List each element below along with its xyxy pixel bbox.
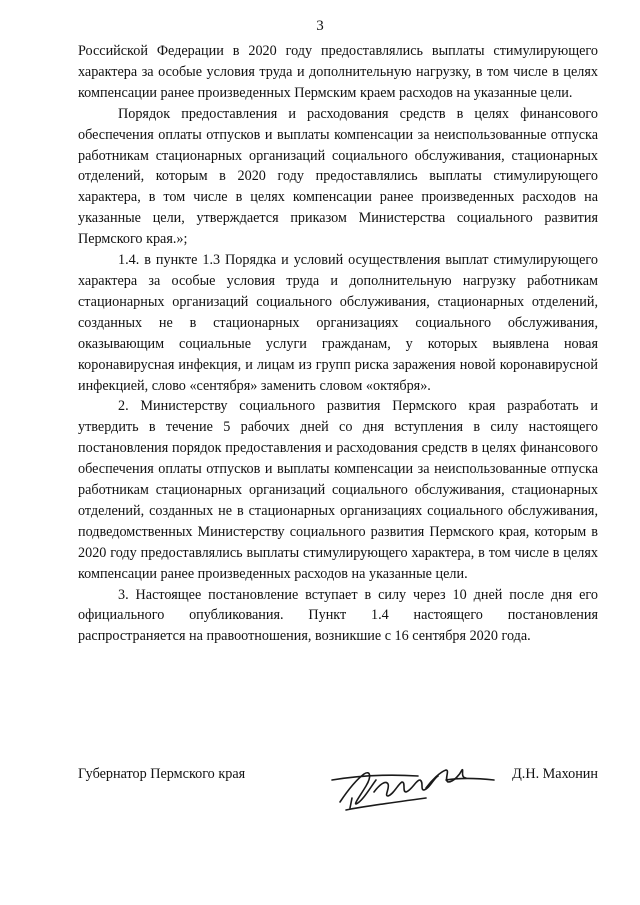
signature-block	[78, 758, 598, 814]
paragraph: 3. Настоящее постановление вступает в силу через 10 дней после дня его официального опубликования. Пункт 1.4 настоящего постановления распространяется на правоотношения, возникшие с 16 сентября 2020 года.	[78, 586, 598, 645]
paragraph: Российской Федерации в 2020 году предоставлялись выплаты стимулирующего характера за особые условия труда и дополнительную нагрузку, в том числе в целях компенсации ранее произведенных Пермским краем расходов на указанные цели.	[78, 43, 598, 101]
handwritten-signature	[326, 758, 496, 814]
signer-name: Д.Н. Махонин	[512, 766, 598, 782]
paragraph: Порядок предоставления и расходования средств в целях финансового обеспечения оплаты отпусков и выплаты компенсации за неиспользованные отпуска работникам стационарных организаций социального обслуживания, стационарных отделений, которым в 2020 году предоставлялись выплаты стимулирующего характера, в том числе в целях компенсации ранее произведенных расходов на указанные цели, утверждается приказом Министерства социального развития Пермского края.»;	[78, 105, 598, 248]
page-number: 3	[316, 18, 324, 34]
signer-title: Губернатор Пермского края	[78, 766, 246, 782]
document-body	[78, 41, 598, 647]
paragraph: 1.4. в пункте 1.3 Порядка и условий осуществления выплат стимулирующего характера за особые условия труда и дополнительную нагрузку работникам стационарных организаций социального обслуживания, стационарных отделений, созданных не в стационарных организациях социального обслуживания, оказывающим социальные услуги гражданам, у которых выявлена новая коронавирусная инфекция, и лицам из групп риска заражения новой коронавирусной инфекцией, слово «сентября» заменить словом «октября».	[78, 252, 598, 394]
paragraph: 2. Министерству социального развития Пермского края разработать и утвердить в течение 5 рабочих дней со дня вступления в силу настоящего постановления порядок предоставления и расходования средств в целях финансового обеспечения оплаты отпусков и выплаты компенсации за неиспользованные отпуска работникам стационарных организаций социального обслуживания, стационарных отделений, созданных не в стационарных организациях социального обслуживания, подведомственных Министерству социального развития Пермского края, которым в 2020 году предоставлялись выплаты стимулирующего характера, в том числе в целях компенсации ранее произведенных расходов на указанные цели.	[78, 398, 598, 582]
